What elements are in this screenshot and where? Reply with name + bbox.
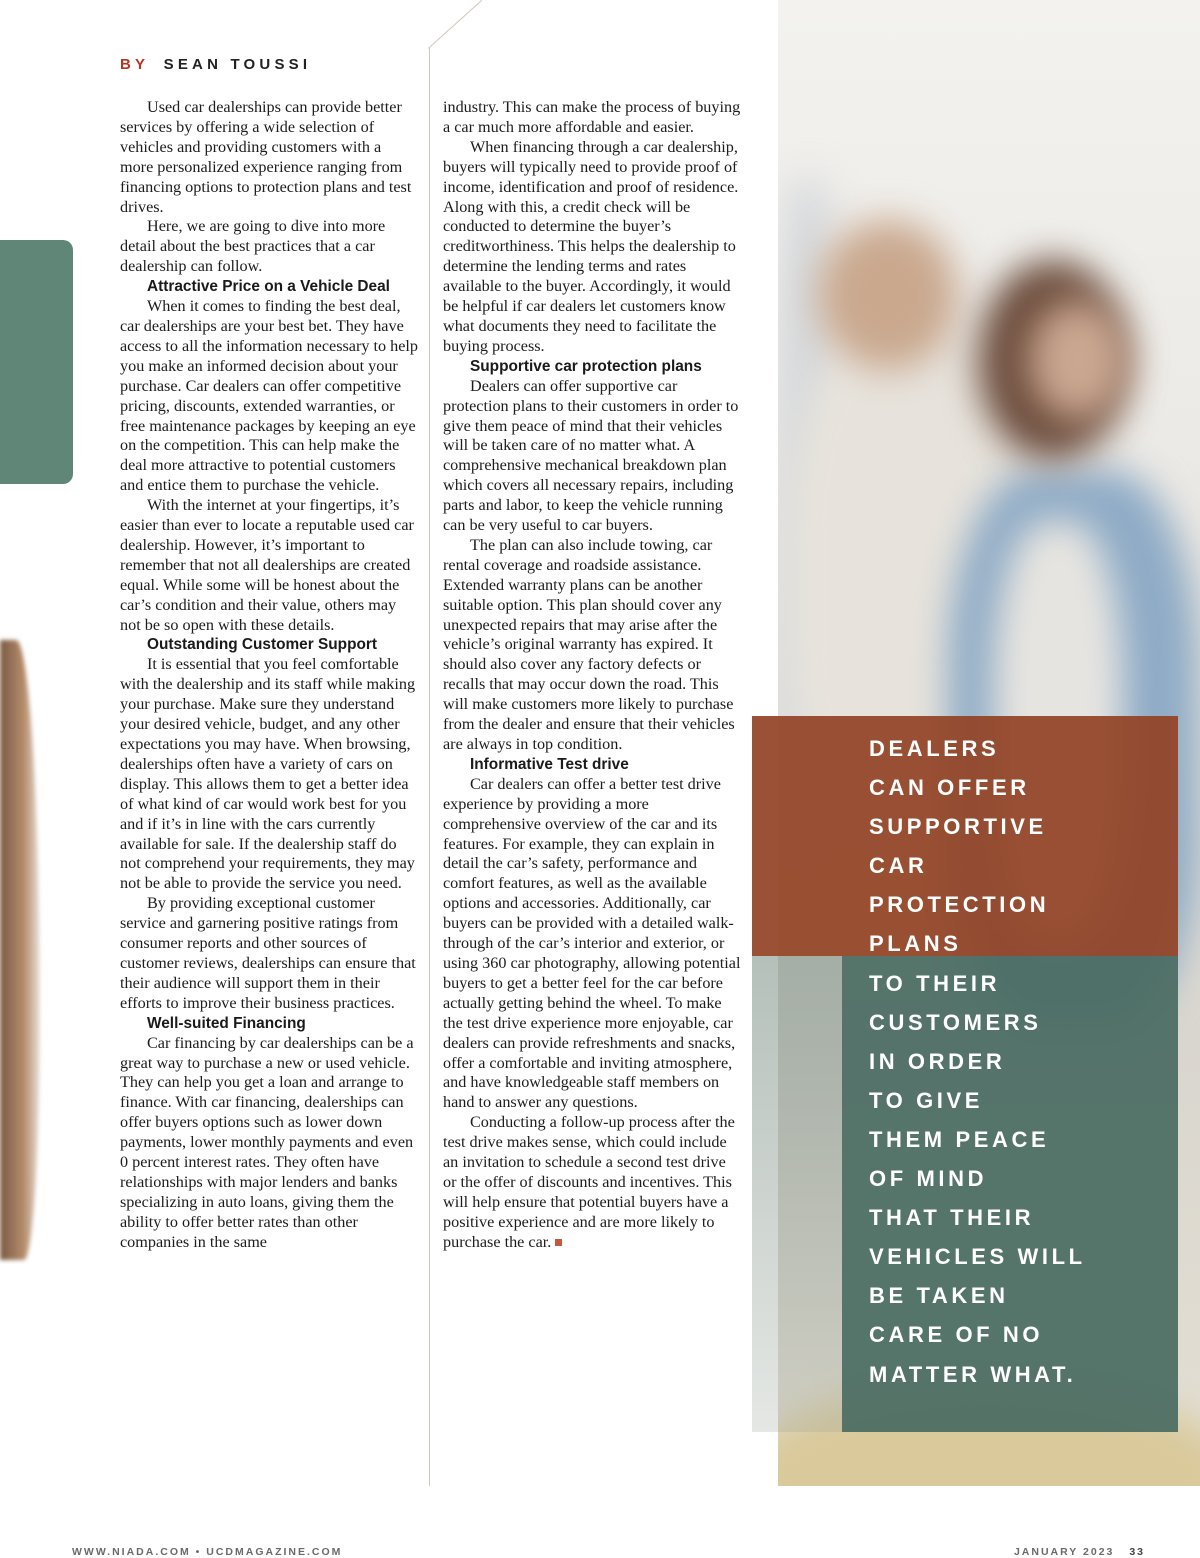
pull-quote-line: CAN OFFER	[869, 775, 1030, 801]
paragraph	[443, 98, 741, 138]
pull-quote-panel-strip	[752, 956, 842, 1432]
end-mark-icon	[555, 1239, 562, 1246]
pull-quote-line: VEHICLES WILL	[869, 1244, 1086, 1270]
section-heading	[443, 357, 741, 377]
paragraph	[443, 138, 741, 357]
pull-quote-line: CARE OF NO	[869, 1322, 1044, 1348]
pull-quote-line: CAR	[869, 853, 928, 879]
article-column-middle	[443, 98, 741, 1253]
section-heading	[443, 755, 741, 775]
pull-quote-line: THAT THEIR	[869, 1205, 1035, 1231]
section-heading	[120, 635, 418, 655]
byline-by: BY	[120, 56, 150, 73]
text: Well-suited Financing	[147, 1014, 306, 1032]
pull-quote-line: TO GIVE	[869, 1087, 984, 1113]
text: Car dealers can offer a better test drive experience by providing a more comprehensive overview of the car and its features. For example, they can explain in detail the car’s safety, performance and comfort features, as well as the available options and accessories. Additionally, car buyers can be provided with a detailed walk-through of the car’s interior and exterior, or using 360 car photography, allowing potential buyers to get a better feel for the car before actually getting behind the wheel. To make the test drive experience more enjoyable, car dealers can provide refreshments and snacks, offer a comfortable and inviting atmosphere, and have knowledgeable staff members on hand to answer any questions.	[443, 774, 741, 1112]
byline	[120, 56, 311, 73]
section-heading	[120, 1014, 418, 1034]
pull-quote-line: OF MIND	[869, 1166, 988, 1192]
text: Supportive car protection plans	[470, 357, 702, 375]
paragraph	[120, 655, 418, 894]
text: Attractive Price on a Vehicle Deal	[147, 278, 390, 296]
text: When it comes to finding the best deal, car dealerships are your best bet. They have access to all the information necessary to help you make an informed decision about your purchase. Car dealers can offer competitive pricing, discounts, extended warranties, or free maintenance packages by keeping an eye on the competition. This can help make the deal more attractive to potential customers and entice them to purchase the vehicle.	[120, 297, 419, 495]
paragraph	[120, 1034, 418, 1253]
pull-quote-line: BE TAKEN	[869, 1283, 1009, 1309]
paragraph	[120, 894, 418, 1013]
column-divider	[429, 48, 430, 1486]
pull-quote-line: THEM PEACE	[869, 1126, 1050, 1152]
pull-quote-line: IN ORDER	[869, 1048, 1006, 1074]
page-number: 33	[1129, 1546, 1145, 1558]
footer-website: WWW.NIADA.COM • UCDMAGAZINE.COM	[72, 1546, 343, 1558]
footer-issue	[1014, 1546, 1145, 1558]
decorative-side-tab	[0, 240, 73, 484]
text: When financing through a car dealership, buyers will typically need to provide proof of income, identification and proof of residence. Along with this, a credit check will be conducted to determine the buyer’s creditworthiness. This helps the dealership to determine the lending terms and rates available to the buyer. Accordingly, it would be helpful if car dealers let customers know what documents they need to facilitate the buying process.	[443, 137, 739, 355]
text: Used car dealerships can provide better services by offering a wide selection of vehicles and providing customers with a more personalized experience ranging from financing options to protection plans and test drives.	[120, 98, 412, 216]
section-heading	[120, 277, 418, 297]
paragraph	[443, 377, 741, 536]
text: Car financing by car dealerships can be a great way to purchase a new or used vehicle. They can help you get a loan and arrange to finance. With car financing, dealerships can offer buyers options such as lower down payments, lower monthly payments and even 0 percent interest rates. They often have relationships with major lenders and banks specializing in auto loans, giving them the ability to offer better rates than other companies in the same	[120, 1033, 414, 1251]
paragraph	[120, 496, 418, 635]
text: Here, we are going to dive into more detail about the best practices that a car dealership can follow.	[120, 217, 386, 276]
car-interior-image-edge	[0, 640, 40, 1260]
text: It is essential that you feel comfortable with the dealership and its staff while making your purchase. Make sure they understand your desired vehicle, budget, and any other expectations you may have. When browsing, dealerships often have a variety of cars on display. This allows them to get a better idea of what kind of car would work best for you and if it’s in line with the cars currently available for sale. If the dealership staff do not comprehend your requirements, they may not be able to provide the service you need.	[120, 655, 416, 893]
pull-quote-line: PLANS	[869, 931, 962, 957]
text: The plan can also include towing, car rental coverage and roadside assistance. Extended warranty plans can be another suitable option. This plan should cover any unexpected repairs that may arise after the vehicle’s original warranty has expired. It should also cover any factory defects or recalls that may occur down the road. This will make customers more likely to purchase from the dealer and ensure that their vehicles are always in top condition.	[443, 535, 735, 753]
footer-date: JANUARY 2023	[1013, 1546, 1115, 1558]
text: Informative Test drive	[470, 755, 629, 773]
byline-author: SEAN TOUSSI	[163, 56, 312, 73]
text: With the internet at your fingertips, it’s easier than ever to locate a reputable used car dealership. However, it’s important to remember that not all dealerships are created equal. While some will be honest about the car’s condition and their value, others may not be so open with these details.	[120, 496, 414, 634]
paragraph	[120, 98, 418, 217]
paragraph	[443, 536, 741, 755]
pull-quote	[869, 729, 1169, 1394]
paragraph	[443, 1113, 741, 1252]
article-column-left	[120, 98, 418, 1253]
text: industry. This can make the process of buying a car much more affordable and easier.	[443, 98, 741, 136]
pull-quote-line: SUPPORTIVE	[869, 814, 1047, 840]
paragraph	[443, 775, 741, 1113]
pull-quote-line: CUSTOMERS	[869, 1009, 1042, 1035]
pull-quote-line: DEALERS	[869, 736, 1000, 761]
text: Dealers can offer supportive car protection plans to their customers in order to give them peace of mind that their vehicles will be taken care of no matter what. A comprehensive mechanical breakdown plan which covers all necessary repairs, including parts and labor, to keep the vehicle running can be very useful to car buyers.	[443, 376, 739, 535]
pull-quote-line: PROTECTION	[869, 892, 1050, 918]
text: Conducting a follow-up process after the test drive makes sense, which could include an invitation to schedule a second test drive or the offer of discounts and incentives. This will help ensure that potential buyers have a positive experience and are more likely to purchase the car.	[443, 1113, 735, 1251]
pull-quote-line: MATTER WHAT.	[869, 1361, 1077, 1387]
paragraph	[120, 217, 418, 277]
pull-quote-line: TO THEIR	[869, 970, 1001, 996]
text: By providing exceptional customer service and garnering positive ratings from consumer reports and other sources of customer reviews, dealerships can ensure that their audience will support them in their efforts to improve their business practices.	[120, 894, 416, 1012]
text: Outstanding Customer Support	[147, 636, 377, 654]
paragraph	[120, 297, 418, 496]
divider-diagonal	[428, 0, 482, 49]
